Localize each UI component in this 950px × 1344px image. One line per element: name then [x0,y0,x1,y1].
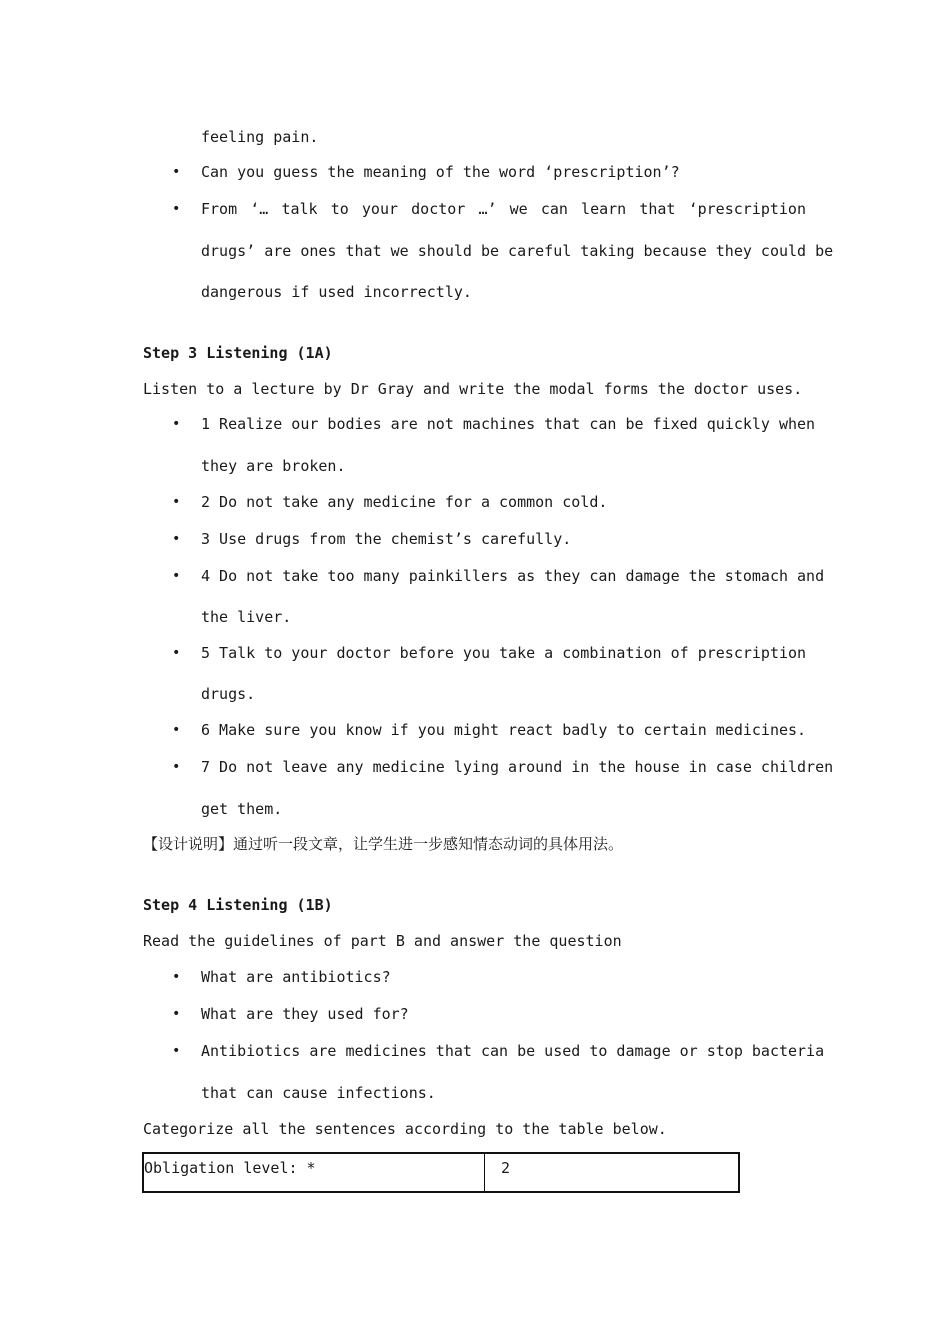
bullet: • [172,969,181,985]
bullet: • [172,1006,181,1022]
table-cell-obligation: Obligation level: * [143,1153,485,1192]
list-item: 3 Use drugs from the chemist’s carefully. [201,530,572,548]
table-cell-2: 2 [485,1153,740,1192]
bullet: • [172,531,181,547]
bullet: • [172,645,181,661]
list-item: get them. [201,800,283,818]
text-line: feeling pain. [201,128,319,146]
list-item: drugs. [201,685,256,703]
design-note: 【设计说明】通过听一段文章，让学生进一步感知情态动词的具体用法。 [143,835,624,853]
obligation-table [142,1152,740,1193]
list-item: 5 Talk to your doctor before you take a combination of prescription [201,644,807,662]
bullet: • [172,164,181,180]
text-line: From ‘… talk to your doctor …’ we can learn that ‘prescription [201,200,806,218]
step4-heading: Step 4 Listening (1B) [143,896,333,914]
list-item: they are broken. [201,457,346,475]
bullet: • [172,416,181,432]
bullet: • [172,1043,181,1059]
list-item: that can cause infections. [201,1084,436,1102]
bullet: • [172,722,181,738]
step4-intro: Read the guidelines of part B and answer the question [143,932,622,950]
bullet: • [172,201,181,217]
list-item: What are they used for? [201,1005,409,1023]
list-item: 7 Do not leave any medicine lying around in the house in case children [201,758,834,776]
list-item: 2 Do not take any medicine for a common cold. [201,493,608,511]
text-line: dangerous if used incorrectly. [201,283,472,301]
question-prescription: Can you guess the meaning of the word ‘prescription’? [201,163,680,181]
text-line: drugs’ are ones that we should be careful taking because they could be [201,242,834,260]
bullet: • [172,568,181,584]
list-item: 4 Do not take too many painkillers as they can damage the stomach and [201,567,825,585]
step3-heading: Step 3 Listening (1A) [143,344,333,362]
list-item: Antibiotics are medicines that can be used to damage or stop bacteria [201,1042,825,1060]
list-item: the liver. [201,608,292,626]
list-item: What are antibiotics? [201,968,391,986]
categorize-instruction: Categorize all the sentences according to the table below. [143,1120,667,1138]
step3-intro: Listen to a lecture by Dr Gray and write the modal forms the doctor uses. [143,380,803,398]
bullet: • [172,759,181,775]
bullet: • [172,494,181,510]
list-item: 1 Realize our bodies are not machines that can be fixed quickly when [201,415,816,433]
list-item: 6 Make sure you know if you might react badly to certain medicines. [201,721,807,739]
